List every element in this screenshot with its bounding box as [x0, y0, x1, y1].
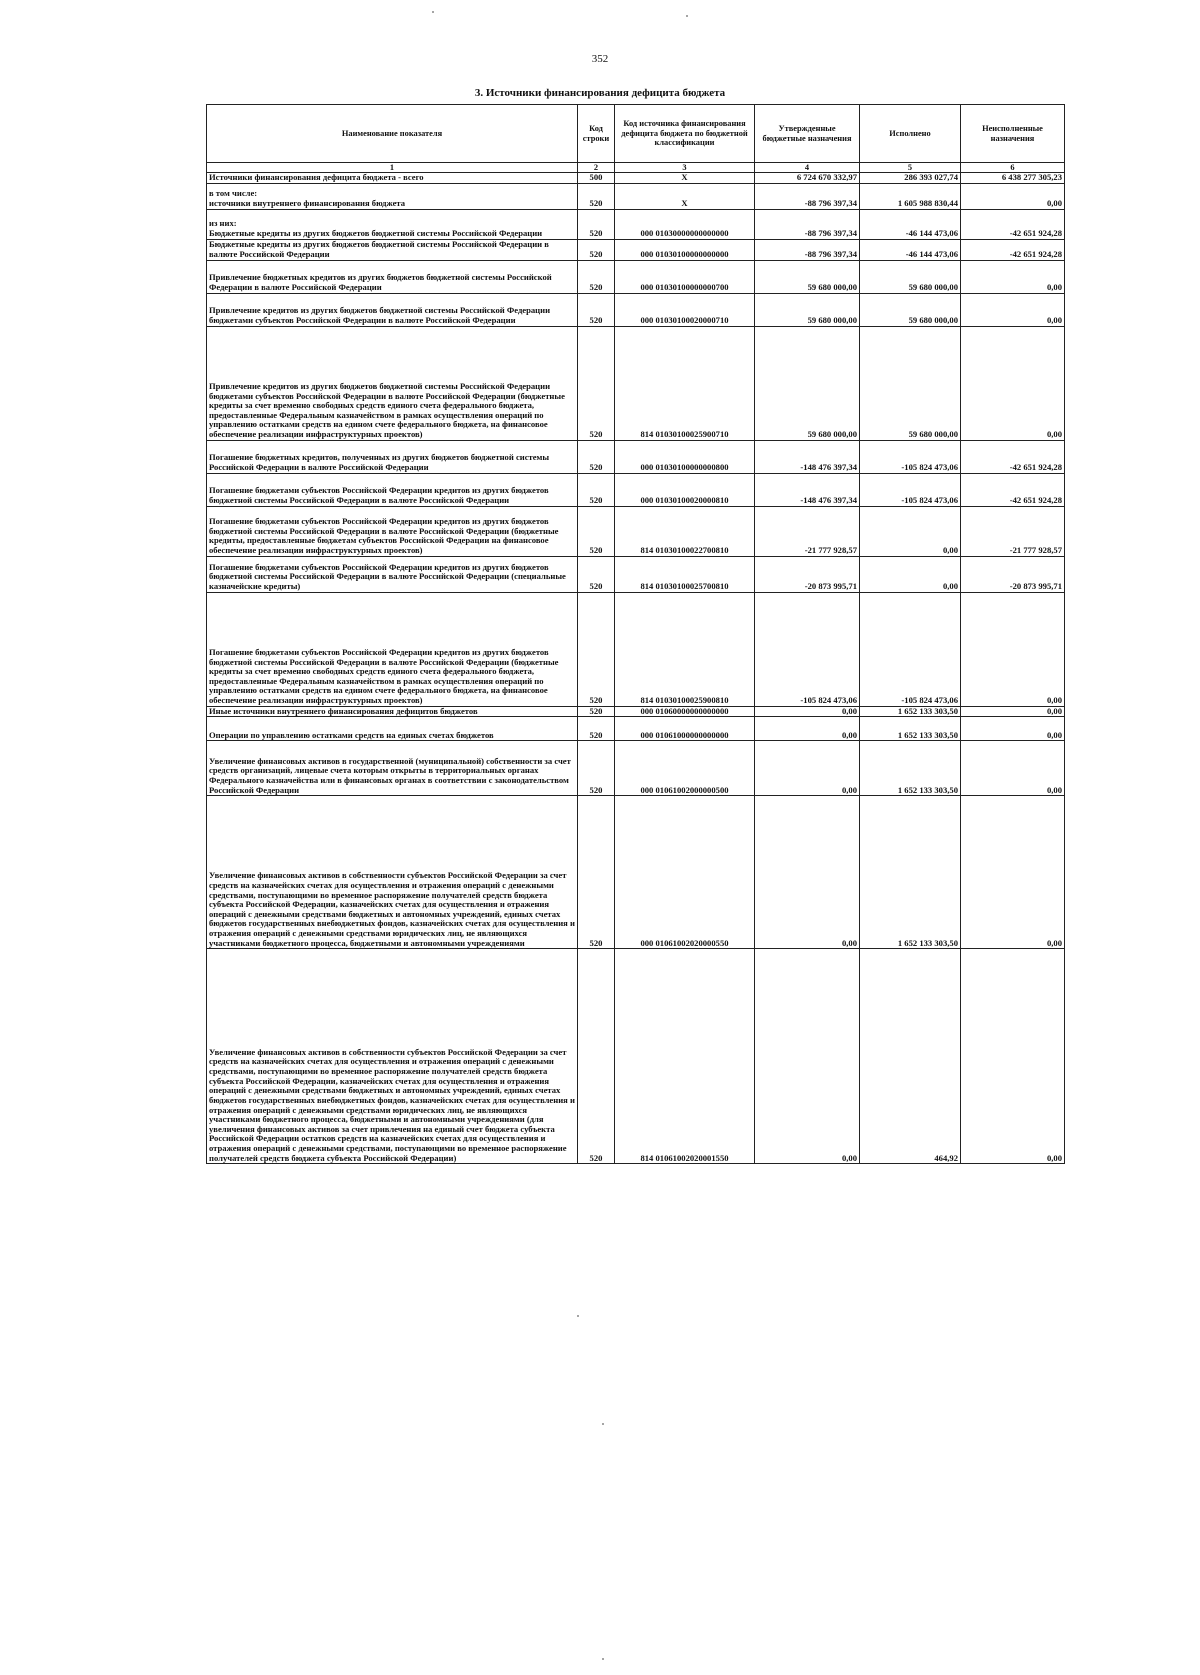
approved-cell: -105 824 473,06	[755, 592, 860, 706]
header-unexecuted: Неисполненные назначения	[961, 105, 1065, 163]
table-body	[207, 173, 1065, 1164]
source-code-cell: 000 01030000000000000	[615, 209, 755, 239]
unexecuted-cell: 0,00	[961, 326, 1065, 440]
indicator-name-cell	[207, 741, 578, 796]
indicator-name-cell	[207, 796, 578, 949]
line-code-cell: 520	[578, 440, 615, 473]
table-row	[207, 260, 1065, 293]
executed-cell: 1 605 988 830,44	[860, 183, 961, 209]
table-row	[207, 706, 1065, 717]
source-code-cell: 000 01030100000000000	[615, 239, 755, 260]
source-code-cell: 814 01061002020001550	[615, 949, 755, 1164]
approved-cell: 6 724 670 332,97	[755, 173, 860, 184]
indicator-name-cell	[207, 440, 578, 473]
source-code-cell: 000 01030100000000800	[615, 440, 755, 473]
indicator-name-cell	[207, 239, 578, 260]
column-number: 4	[755, 163, 860, 173]
unexecuted-cell: 0,00	[961, 796, 1065, 949]
indicator-name-cell	[207, 706, 578, 717]
unexecuted-cell: 0,00	[961, 183, 1065, 209]
executed-cell: 464,92	[860, 949, 961, 1164]
indicator-name: Операции по управлению остатками средств на единых счетах бюджетов	[209, 729, 494, 740]
unexecuted-cell: 0,00	[961, 260, 1065, 293]
approved-cell: 59 680 000,00	[755, 260, 860, 293]
header-indicator-name: Наименование показателя	[207, 105, 578, 163]
header-line-code: Код строки	[578, 105, 615, 163]
table-row	[207, 717, 1065, 741]
source-code-cell: 000 01030100020000810	[615, 473, 755, 506]
unexecuted-cell: 0,00	[961, 293, 1065, 326]
line-code-cell: 520	[578, 326, 615, 440]
column-number: 6	[961, 163, 1065, 173]
approved-cell: -148 476 397,34	[755, 440, 860, 473]
executed-cell: 1 652 133 303,50	[860, 717, 961, 741]
approved-cell: 59 680 000,00	[755, 293, 860, 326]
source-code-cell: 814 01030100022700810	[615, 506, 755, 556]
line-code-cell: 520	[578, 556, 615, 592]
indicator-name-cell	[207, 293, 578, 326]
source-code-cell: 814 01030100025700810	[615, 556, 755, 592]
line-code-cell: 500	[578, 173, 615, 184]
indicator-name-cell	[207, 260, 578, 293]
executed-cell: 1 652 133 303,50	[860, 706, 961, 717]
indicator-name: Иные источники внутреннего финансирования дефицитов бюджетов	[209, 705, 478, 716]
indicator-name-cell	[207, 592, 578, 706]
approved-cell: 0,00	[755, 741, 860, 796]
unexecuted-cell: -42 651 924,28	[961, 473, 1065, 506]
approved-cell: 0,00	[755, 717, 860, 741]
line-code-cell: 520	[578, 741, 615, 796]
line-code-cell: 520	[578, 506, 615, 556]
source-code-cell: 000 01030100000000700	[615, 260, 755, 293]
indicator-name: Погашение бюджетных кредитов, полученных из других бюджетов бюджетной системы Российской Федерации в валюте Российской Федерации	[209, 452, 550, 472]
executed-cell: 1 652 133 303,50	[860, 741, 961, 796]
line-code-cell: 520	[578, 209, 615, 239]
unexecuted-cell: -42 651 924,28	[961, 209, 1065, 239]
indicator-name: Погашение бюджетами субъектов Российской Федерации кредитов из других бюджетов бюджетной системы Российской Федерации в валюте Российской Федерации (специальные казначейские кредиты)	[209, 561, 566, 591]
source-code-cell: X	[615, 183, 755, 209]
header-approved: Утвержденные бюджетные назначения	[755, 105, 860, 163]
executed-cell: -46 144 473,06	[860, 209, 961, 239]
table-row	[207, 556, 1065, 592]
unexecuted-cell: 0,00	[961, 949, 1065, 1164]
indicator-name: Привлечение кредитов из других бюджетов бюджетной системы Российской Федерации бюджетами субъектов Российской Федерации в валюте Российской Федерации (бюджетные кредиты за счет временно свободных средств единого счета федерального бюджета, предоставленные Федеральным казначейством в рамках осуществления операций по управлению остатками средств на едином счете федерального бюджета, на финансовое обеспечение реализации инфраструктурных проектов)	[209, 380, 565, 439]
table-row	[207, 592, 1065, 706]
unexecuted-cell: -20 873 995,71	[961, 556, 1065, 592]
column-number: 2	[578, 163, 615, 173]
indicator-name-cell	[207, 173, 578, 184]
indicator-name: Источники финансирования дефицита бюджета - всего	[209, 172, 424, 182]
unexecuted-cell: 0,00	[961, 741, 1065, 796]
section-title: 3. Источники финансирования дефицита бюджета	[474, 87, 726, 99]
indicator-name: Привлечение кредитов из других бюджетов бюджетной системы Российской Федерации бюджетами субъектов Российской Федерации в валюте Российской Федерации	[209, 305, 551, 325]
table-row	[207, 293, 1065, 326]
line-code-cell: 520	[578, 473, 615, 506]
line-code-cell: 520	[578, 949, 615, 1164]
row-prefix: в том числе:	[209, 188, 258, 199]
approved-cell: -20 873 995,71	[755, 556, 860, 592]
table-row	[207, 473, 1065, 506]
line-code-cell: 520	[578, 796, 615, 949]
table-row	[207, 173, 1065, 184]
indicator-name: Увеличение финансовых активов в государственной (муниципальной) собственности за счет средств организаций, лицевые счета которым открыты в территориальных органах Федерального казначейства или в финансовых органах в соответствии с законодательством Российской Федерации	[209, 755, 571, 795]
executed-cell: 0,00	[860, 556, 961, 592]
approved-cell: 0,00	[755, 949, 860, 1164]
executed-cell: -46 144 473,06	[860, 239, 961, 260]
line-code-cell: 520	[578, 293, 615, 326]
indicator-name-cell	[207, 209, 578, 239]
table-row	[207, 239, 1065, 260]
executed-cell: -105 824 473,06	[860, 592, 961, 706]
indicator-name: Погашение бюджетами субъектов Российской Федерации кредитов из других бюджетов бюджетной системы Российской Федерации в валюте Российской Федерации	[209, 485, 549, 505]
approved-cell: 0,00	[755, 796, 860, 949]
executed-cell: 59 680 000,00	[860, 260, 961, 293]
executed-cell: 59 680 000,00	[860, 326, 961, 440]
source-code-cell: 000 01060000000000000	[615, 706, 755, 717]
unexecuted-cell: 6 438 277 305,23	[961, 173, 1065, 184]
line-code-cell: 520	[578, 260, 615, 293]
table-row	[207, 741, 1065, 796]
table-row	[207, 326, 1065, 440]
indicator-name: Привлечение бюджетных кредитов из других бюджетов бюджетной системы Российской Федерации в валюте Российской Федерации	[209, 272, 552, 292]
column-number: 3	[615, 163, 755, 173]
indicator-name-cell	[207, 473, 578, 506]
page-number: 352	[591, 53, 609, 65]
indicator-name-cell	[207, 506, 578, 556]
unexecuted-cell: 0,00	[961, 706, 1065, 717]
indicator-name-cell	[207, 949, 578, 1164]
indicator-name-cell	[207, 556, 578, 592]
header-source-code: Код источника финансирования дефицита бюджета по бюджетной классификации	[615, 105, 755, 163]
line-code-cell: 520	[578, 239, 615, 260]
indicator-name: Увеличение финансовых активов в собственности субъектов Российской Федерации за счет средств на казначейских счетах для осуществления и отражения операций с денежными средствами, поступающими во временное распоряжение получателей средств бюджета субъекта Российской Федерации, казначейских счетах для осуществления и отражения операций с денежными средствами бюджетных и автономных учреждений, единых счетах бюджетов государственных внебюджетных фондов, казначейских счетах для осуществления и отражения операций с денежными средствами юридических лиц, не являющихся участниками бюджетного процесса, бюджетными и автономными учреждениями (для увеличения финансовых активов за счет привлечения на единый счет бюджета субъекта Российской Федерации остатков средств на казначейских счетах для осуществления и отражения операций с денежными средствами, поступающими во временное распоряжение получателей средств бюджета субъекта Российской Федерации)	[209, 1046, 575, 1163]
header-row	[207, 105, 1065, 163]
table-row	[207, 506, 1065, 556]
line-code-cell: 520	[578, 717, 615, 741]
source-code-cell: 000 01061000000000000	[615, 717, 755, 741]
approved-cell: -21 777 928,57	[755, 506, 860, 556]
approved-cell: -88 796 397,34	[755, 209, 860, 239]
unexecuted-cell: 0,00	[961, 717, 1065, 741]
indicator-name: Погашение бюджетами субъектов Российской Федерации кредитов из других бюджетов бюджетной системы Российской Федерации в валюте Российской Федерации (бюджетные кредиты, предоставленные бюджетам субъектов Российской Федерации на финансовое обеспечение реализации инфраструктурных проектов)	[209, 516, 559, 555]
header-executed: Исполнено	[860, 105, 961, 163]
indicator-name: источники внутреннего финансирования бюджета	[209, 198, 406, 208]
executed-cell: 0,00	[860, 506, 961, 556]
column-number-row	[207, 163, 1065, 173]
indicator-name-cell	[207, 326, 578, 440]
column-number: 1	[207, 163, 578, 173]
indicator-name-cell	[207, 717, 578, 741]
unexecuted-cell: -42 651 924,28	[961, 440, 1065, 473]
source-code-cell: 814 01030100025900710	[615, 326, 755, 440]
approved-cell: -88 796 397,34	[755, 183, 860, 209]
indicator-name: Бюджетные кредиты из других бюджетов бюджетной системы Российской Федерации	[209, 228, 543, 238]
unexecuted-cell: -42 651 924,28	[961, 239, 1065, 260]
table-row	[207, 796, 1065, 949]
approved-cell: 0,00	[755, 706, 860, 717]
source-code-cell: 000 01061002000000500	[615, 741, 755, 796]
table-row	[207, 440, 1065, 473]
executed-cell: -105 824 473,06	[860, 473, 961, 506]
table-row	[207, 949, 1065, 1164]
source-code-cell: X	[615, 173, 755, 184]
approved-cell: -88 796 397,34	[755, 239, 860, 260]
row-prefix: из них:	[209, 218, 237, 229]
approved-cell: -148 476 397,34	[755, 473, 860, 506]
table-row	[207, 183, 1065, 209]
unexecuted-cell: 0,00	[961, 592, 1065, 706]
approved-cell: 59 680 000,00	[755, 326, 860, 440]
executed-cell: -105 824 473,06	[860, 440, 961, 473]
table-row	[207, 209, 1065, 239]
source-code-cell: 814 01030100025900810	[615, 592, 755, 706]
unexecuted-cell: -21 777 928,57	[961, 506, 1065, 556]
source-code-cell: 000 01061002020000550	[615, 796, 755, 949]
column-number: 5	[860, 163, 961, 173]
executed-cell: 1 652 133 303,50	[860, 796, 961, 949]
executed-cell: 59 680 000,00	[860, 293, 961, 326]
indicator-name-cell	[207, 183, 578, 209]
source-code-cell: 000 01030100020000710	[615, 293, 755, 326]
financing-sources-table	[206, 104, 1065, 1164]
line-code-cell: 520	[578, 592, 615, 706]
line-code-cell: 520	[578, 706, 615, 717]
executed-cell: 286 393 027,74	[860, 173, 961, 184]
indicator-name: Увеличение финансовых активов в собственности субъектов Российской Федерации за счет средств на казначейских счетах для осуществления и отражения операций с денежными средствами, поступающими во временное распоряжение получателей средств бюджета субъекта Российской Федерации, казначейских счетах для осуществления и отражения операций с денежными средствами бюджетных и автономных учреждений, единых счетах бюджетов государственных внебюджетных фондов, казначейских счетах для осуществления и отражения операций с денежными средствами юридических лиц, не являющихся участниками бюджетного процесса, бюджетными и автономными учреждениями	[209, 870, 575, 948]
indicator-name: Погашение бюджетами субъектов Российской Федерации кредитов из других бюджетов бюджетной системы Российской Федерации в валюте Российской Федерации (бюджетные кредиты за счет временно свободных средств единого счета федерального бюджета, предоставленные Федеральным казначейством в рамках осуществления операций по управлению остатками средств на едином счете федерального бюджета, на финансовое обеспечение реализации инфраструктурных проектов)	[209, 646, 559, 705]
indicator-name: Бюджетные кредиты из других бюджетов бюджетной системы Российской Федерации в валюте Российской Федерации	[209, 239, 549, 259]
line-code-cell: 520	[578, 183, 615, 209]
